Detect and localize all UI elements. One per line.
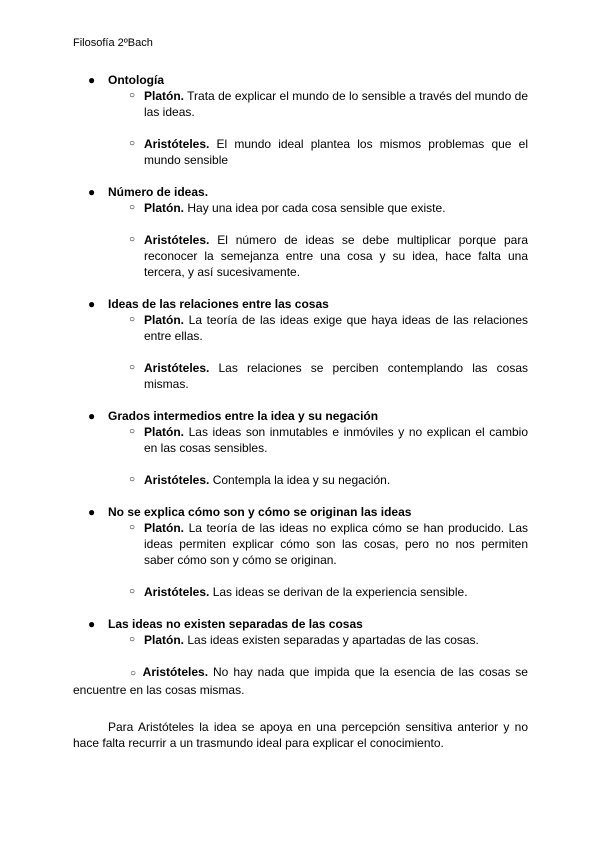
page-header: Filosofía 2ºBach	[73, 37, 153, 49]
platon-text: La teoría de las ideas no explica cómo se han producido. Las ideas permiten explicar cómo son las cosas, pero no nos permiten saber cómo son y cómo se originan.	[144, 521, 528, 567]
aristoteles-label: Aristóteles.	[144, 137, 210, 151]
platon-label: Platón.	[144, 89, 185, 103]
circle-bullet-icon: ○	[129, 314, 136, 325]
platon-text: Las ideas son inmutables e inmóviles y no explican el cambio en las cosas sensibles.	[144, 425, 528, 455]
aristoteles-item	[129, 472, 528, 488]
platon-label: Platón.	[144, 313, 185, 327]
bullet-icon: ●	[88, 505, 96, 519]
platon-item	[129, 200, 528, 216]
aristoteles-label: Aristóteles.	[144, 585, 210, 599]
aristoteles-text: El mundo ideal plantea los mismos problemas que el mundo sensible	[144, 137, 528, 167]
aristoteles-label: Aristóteles.	[144, 473, 210, 487]
conclusion-paragraph: Para Aristóteles la idea se apoya en una percepción sensitiva anterior y no hace falta recurrir a un trasmundo ideal para explicar el conocimiento.	[73, 720, 528, 750]
bullet-icon: ●	[88, 73, 96, 87]
topic-heading	[73, 408, 528, 424]
aristoteles-label: Aristóteles.	[144, 361, 210, 375]
aristoteles-item	[129, 584, 528, 600]
circle-bullet-icon: ○	[129, 522, 136, 533]
topic-title: Número de ideas.	[108, 185, 209, 199]
platon-text: Hay una idea por cada cosa sensible que existe.	[187, 201, 446, 215]
topic-title: Las ideas no existen separadas de las cosas	[108, 617, 363, 631]
bullet-icon: ●	[88, 297, 96, 311]
topic-title: Ontología	[108, 73, 164, 87]
topic-title: Ideas de las relaciones entre las cosas	[108, 297, 329, 311]
aristoteles-text: Las relaciones se perciben contemplando las cosas mismas.	[144, 361, 528, 391]
platon-label: Platón.	[144, 425, 185, 439]
platon-label: Platón.	[144, 633, 185, 647]
aristoteles-text: Contempla la idea y su negación.	[212, 473, 391, 487]
bullet-icon: ●	[88, 617, 96, 631]
topic-heading	[73, 184, 528, 200]
bullet-icon: ●	[88, 409, 96, 423]
topic-title: No se explica cómo son y cómo se originan las ideas	[108, 505, 412, 519]
topic-heading	[73, 72, 528, 88]
circle-bullet-icon: ○	[129, 90, 136, 101]
circle-bullet-icon: ○	[129, 474, 136, 485]
circle-bullet-icon: ○	[129, 362, 136, 373]
platon-label: Platón.	[144, 201, 185, 215]
circle-bullet-icon: ○	[129, 634, 136, 645]
topic-title: Grados intermedios entre la idea y su negación	[108, 409, 379, 423]
platon-item	[129, 632, 528, 648]
aristoteles-item	[129, 360, 528, 392]
aristoteles-item	[129, 136, 528, 168]
aristoteles-item	[73, 664, 528, 698]
platon-label: Platón.	[144, 521, 185, 535]
aristoteles-text: No hay nada que impida que la esencia de las cosas se encuentre en las cosas mismas.	[73, 665, 528, 697]
circle-bullet-icon: ○	[129, 586, 136, 597]
platon-text: Trata de explicar el mundo de lo sensible a través del mundo de las ideas.	[144, 89, 528, 119]
aristoteles-label: Aristóteles.	[144, 233, 210, 247]
platon-item	[129, 88, 528, 120]
platon-item	[129, 520, 528, 568]
platon-item	[129, 424, 528, 456]
circle-bullet-icon: ○	[129, 202, 136, 213]
circle-bullet-icon: ○	[129, 138, 136, 149]
circle-bullet-icon: ○	[129, 234, 136, 245]
document-body	[73, 72, 528, 763]
aristoteles-label: Aristóteles.	[142, 665, 209, 679]
topic-heading	[73, 616, 528, 632]
aristoteles-text: Las ideas se derivan de la experiencia sensible.	[212, 585, 468, 599]
aristoteles-text: El número de ideas se debe multiplicar porque para reconocer la semejanza entre una cosa y su idea, hace falta una tercera, y así sucesivamente.	[144, 233, 529, 279]
topic-heading	[73, 296, 528, 312]
platon-text: Las ideas existen separadas y apartadas de las cosas.	[187, 633, 479, 647]
platon-text: La teoría de las ideas exige que haya ideas de las relaciones entre ellas.	[144, 313, 528, 343]
bullet-icon: ●	[88, 185, 96, 199]
circle-bullet-icon: ○	[129, 426, 136, 437]
aristoteles-item	[129, 232, 529, 280]
circle-bullet-icon: ○	[130, 668, 138, 679]
topic-heading	[73, 504, 528, 520]
platon-item	[129, 312, 528, 344]
